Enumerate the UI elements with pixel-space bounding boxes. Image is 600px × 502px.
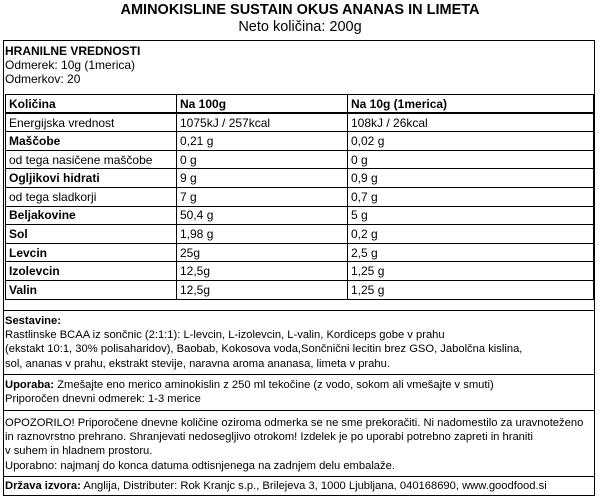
row-per-10g: 0,2 g (348, 225, 594, 244)
section-divider (3, 476, 595, 477)
table-row (6, 280, 594, 299)
usage-dose: Priporočen dnevni odmerek: 1-3 merice (5, 393, 201, 406)
origin-footer (5, 479, 593, 493)
nutrition-table-body (6, 95, 594, 300)
ingredients-section (5, 314, 593, 371)
origin-label: Država izvora: (5, 480, 81, 492)
row-per-10g: 0,02 g (348, 132, 594, 151)
product-title: AMINOKISLINE SUSTAIN OKUS ANANAS IN LIMETA (120, 2, 480, 18)
section-divider (3, 410, 595, 411)
row-name: od tega sladkorji (6, 187, 177, 206)
usage-line (5, 378, 593, 392)
table-row (6, 169, 594, 188)
row-name: Levcin (6, 243, 177, 262)
row-name: Sol (6, 225, 177, 244)
nutrition-table (5, 94, 594, 300)
ingredients-label: Sestavine: (5, 315, 61, 327)
row-per-10g: 1,25 g (348, 262, 594, 281)
row-per-10g: 5 g (348, 206, 594, 225)
row-per-100g: 12,5g (177, 262, 348, 281)
row-per-100g: 9 g (177, 169, 348, 188)
row-per-100g: 7 g (177, 187, 348, 206)
column-header-per-100g: Na 100g (177, 95, 348, 114)
row-per-100g: 1075kJ / 257kcal (177, 113, 348, 132)
row-per-10g: 0,7 g (348, 187, 594, 206)
row-per-100g: 12,5g (177, 280, 348, 299)
ingredients-line: Rastlinske BCAA iz sončnic (2:1:1): L-levcin, L-izolevcin, L-valin, Kordiceps gobe v prahu (5, 329, 445, 342)
row-per-100g: 0 g (177, 150, 348, 169)
table-row (6, 243, 594, 262)
section-divider (3, 374, 595, 375)
usage-text: Zmešajte eno merico aminokislin z 250 ml tekočine (z vodo, sokom ali vmešajte v smuti) (54, 379, 494, 391)
table-row (6, 132, 594, 151)
row-name: Maščobe (6, 132, 177, 151)
column-header-per-10g: Na 10g (1merica) (348, 95, 594, 114)
table-row (6, 113, 594, 132)
row-name: od tega nasičene maščobe (6, 150, 177, 169)
row-per-10g: 108kJ / 26kcal (348, 113, 594, 132)
warning-line: v suhem in hladnem prostoru. (5, 445, 153, 458)
servings-count: Odmerkov: 20 (5, 72, 81, 86)
usage-label: Uporaba: (5, 379, 55, 391)
row-per-100g: 1,98 g (177, 225, 348, 244)
origin-text: Anglija, Distributer: Rok Kranjc s.p., Brilejeva 3, 1000 Ljubljana, 040168690, www.goodfood.si (80, 480, 547, 492)
shelf-life: Uporabno: najmanj do konca datuma odtisnjenega na zadnjem delu embalaže. (5, 459, 395, 472)
row-per-100g: 25g (177, 243, 348, 262)
table-header-row (6, 95, 594, 114)
table-row (6, 262, 594, 281)
warning-line: OPOZORILO! Priporočene dnevne količine oziroma odmerka se ne sme prekoračiti. Ni nadomestilo za uravnoteženo (5, 417, 584, 429)
row-per-100g: 50,4 g (177, 206, 348, 225)
serving-size: Odmerek: 10g (1merica) (5, 58, 136, 72)
row-name: Energijska vrednost (6, 113, 177, 132)
row-name: Beljakovine (6, 206, 177, 225)
section-divider (3, 310, 595, 311)
row-per-10g: 2,5 g (348, 243, 594, 262)
warning-section (5, 416, 593, 473)
table-row (6, 225, 594, 244)
table-row (6, 206, 594, 225)
row-name: Valin (6, 280, 177, 299)
row-per-10g: 0,9 g (348, 169, 594, 188)
row-per-10g: 0 g (348, 150, 594, 169)
net-quantity: Neto količina: 200g (238, 19, 362, 35)
usage-section (5, 378, 593, 406)
nutrition-heading: HRANILNE VREDNOSTI (5, 44, 141, 58)
ingredients-line: sol, ananas v prahu, ekstrakt stevije, naravna aroma ananasa, limeta v prahu. (5, 357, 390, 370)
row-name: Izolevcin (6, 262, 177, 281)
row-per-10g: 1,25 g (348, 280, 594, 299)
row-per-100g: 0,21 g (177, 132, 348, 151)
warning-line: in raznovrstno prehrano. Shranjevati nedosegljivo otrokom! Izdelek je po uporabi potrebno zapreti in hraniti (5, 431, 533, 444)
table-row (6, 187, 594, 206)
table-row (6, 150, 594, 169)
ingredients-line: (ekstakt 10:1, 30% polisaharidov), Baobab, Kokosova voda,Sončnični lecitin brez GSO, Jabolčna kislina, (5, 343, 523, 356)
column-header-quantity: Količina (6, 95, 177, 114)
row-name: Ogljikovi hidrati (6, 169, 177, 188)
